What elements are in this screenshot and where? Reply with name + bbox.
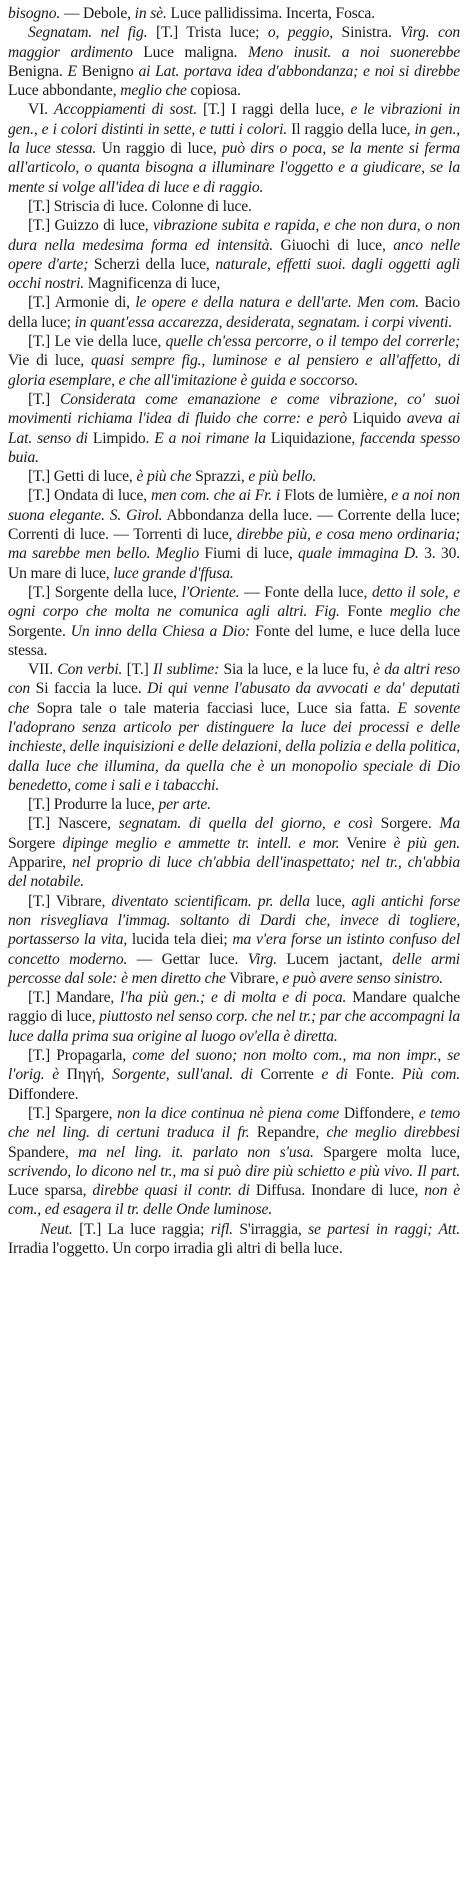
entry-paragraph: [T.] Le vie della luce, quelle ch'essa percorre, o il tempo del correrle; Vie di luce, quasi sempre fig., luminose e al pensiero e all'affetto, di gloria esemplare, e che all'imitazione è guida e soccorso. [8,333,461,389]
entry-paragraph: Neut. [T.] La luce raggia; rifl. S'irraggia, se partesi in raggi; Att. Irradia l'oggetto. Un corpo irradia gli altri di bella luce. [8,1220,460,1257]
entry-paragraph: [T.] Guizzo di luce, vibrazione subita e rapida, e che non dura, o non dura nella medesima forma ed intensità. Giuochi di luce, anco nelle opere d'arte; Scherzi della luce, naturale, effetti suoi. dagli oggetti agli occhi nostri. Magnificenza di luce, [8,217,460,293]
entry-paragraph: [T.] Nascere, segnatam. di quella del giorno, e così Sorgere. Ma Sorgere dipinge meglio e ammette tr. intell. e mor. Venire è più gen. Apparire, nel proprio di luce ch'abbia dell'inaspettato; nel tr., ch'abbia del notabile. [8,815,461,891]
entry-paragraph: [T.] Ondata di luce, men com. che ai Fr. i Flots de lumière, e a noi non suona elegante. S. Girol. Abbondanza della luce. — Corrente della luce; Correnti di luce. — Torrenti di luce, direbbe più, e cosa meno ordinaria; ma sarebbe men bello. Meglio Fiumi di luce, quale immagina D. 3. 30. Un mare di luce, luce grande d'ffusa. [8,487,460,582]
entry-paragraph: [T.] Vibrare, diventato scientificam. pr. della luce, agli antichi forse non risvegliava l'immag. soltanto di Dardi che, invece di togliere, portasserso la vita, lucida tela diei; ma v'era forse un istinto confuso del concetto moderno. — Gettar luce. Virg. Lucem jactant, delle armi percosse dal sole: è men diretto che Vibrare, e può avere senso sinistro. [8,892,461,987]
entry-paragraph: [T.] Getti di luce, è più che Sprazzi, e più bello. [28,468,317,486]
entry-paragraph: [T.] Mandare, l'ha più gen.; e di molta e di poca. Mandare qualche raggio di luce, piuttosto nel senso corp. che nel tr.; par che accompagni la luce dalla prima sua origine al luogo ov'ella è diretta. [8,989,460,1045]
entry-paragraph: [T.] Sorgente della luce, l'Oriente. — Fonte della luce, detto il sole, e ogni corpo che molta ne comunica agli altri. Fig. Fonte meglio che Sorgente. Un inno della Chiesa a Dio: Fonte del lume, e luce della luce stessa. [8,583,461,659]
entry-paragraph: [T.] Spargere, non la dice continua nè piena come Diffondere, e temo che nel ling. di certuni traduca il fr. Repandre, che meglio direbbesi Spandere, ma nel ling. it. parlato non s'usa. Spargere molta luce, scrivendo, lo dicono nel tr., ma si può dire più schietto e più vivo. Il part. Luce sparsa, direbbe quasi il contr. di Diffusa. Inondare di luce, non è com., ed esagera il tr. delle Onde luminose. [8,1104,461,1219]
entry-paragraph: Segnatam. nel fig. [T.] Trista luce; o, peggio, Sinistra. Virg. con maggior ardimento Luce maligna. Meno inusit. a noi suonerebbe Benigna. E Benigno ai Lat. portava idea d'abbondanza; e noi si direbbe Luce abbondante, meglio che copiosa. [8,24,461,100]
entry-paragraph: [T.] Propagarla, come del suono; non molto com., ma non impr., se l'orig. è Πηγή, Sorgente, sull'anal. di Corrente e di Fonte. Più com. Diffondere. [8,1047,461,1103]
entry-paragraph: [T.] Striscia di luce. Colonne di luce. [28,197,252,215]
entry-paragraph: VII. Con verbi. [T.] Il sublime: Sia la luce, e la luce fu, è da altri reso con Si faccia la luce. Di qui venne l'abusato da avvocati e da' deputati che Sopra tale o tale materia facciasi luce, Luce sia fatta. E sovente l'adoprano senza articolo per distinguere la luce dei processi e delle inchieste, delle inquisizioni e delle delazioni, della polizia e della politica, dalla luce che illumina, da quella che è un monopolio speciale di Dio benedetto, come i sali e i tabacchi. [8,661,460,794]
entry-paragraph: [T.] Produrre la luce, per arte. [28,796,211,814]
entry-paragraph: [T.] Armonie di, le opere e della natura e dell'arte. Men com. Bacio della luce; in quant'essa accarezza, desiderata, segnatam. i corpi viventi. [8,294,460,331]
entry-paragraph: [T.] Considerata come emanazione e come vibrazione, co' suoi movimenti richiama l'idea di fluido che corre: e però Liquido aveva ai Lat. senso di Limpido. E a noi rimane la Liquidazione, faccenda spesso buia. [8,390,461,466]
entry-paragraph: VI. Accoppiamenti di sost. [T.] I raggi della luce, e le vibrazioni in gen., e i colori distinti in sette, e tutti i colori. Il raggio della luce, in gen., la luce stessa. Un raggio di luce, può dirs o poca, se la mente si ferma all'articolo, o quanta bisogna a illuminare l'oggetto e a giudicare, se la mente si volge all'idea di luce e di raggio. [8,101,461,196]
entry-paragraph: bisogno. — Debole, in sè. Luce pallidissima. Incerta, Fosca. [8,5,375,22]
